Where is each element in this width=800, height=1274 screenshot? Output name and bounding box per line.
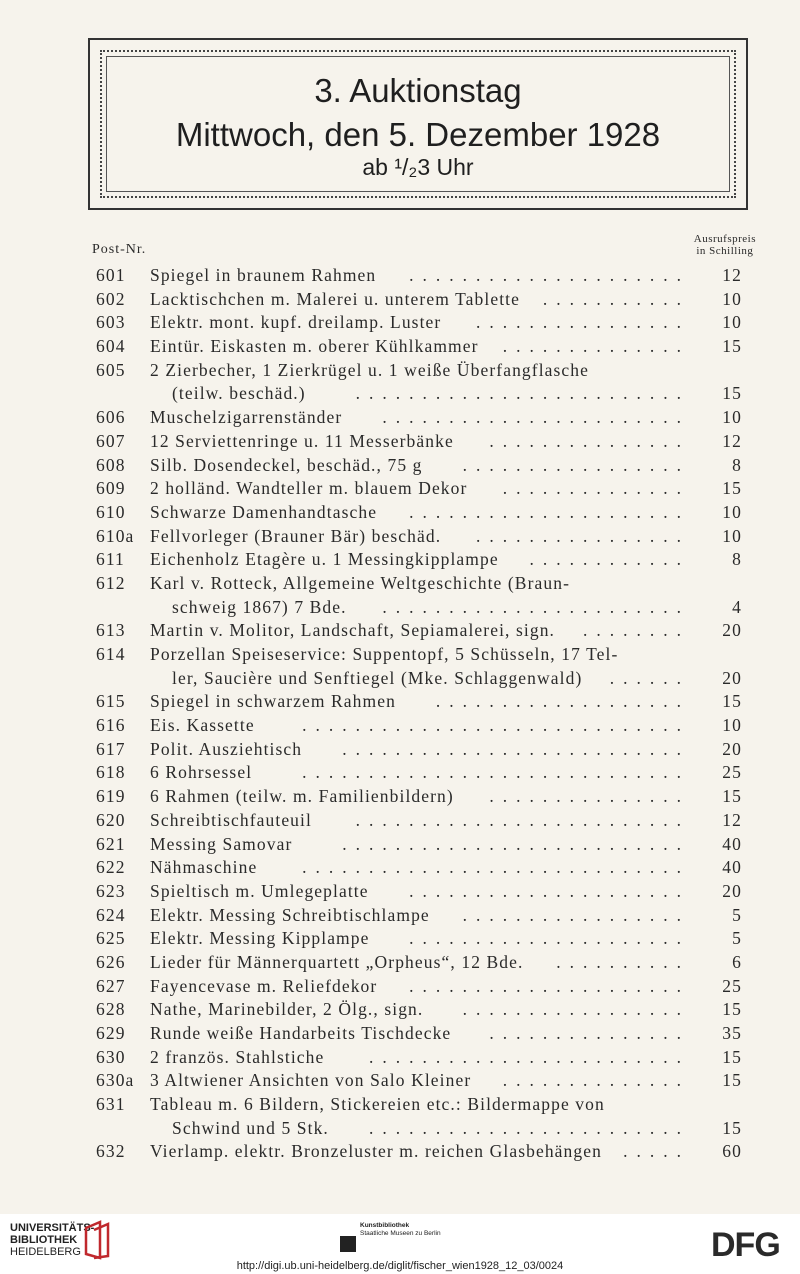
lot-price: 20 — [722, 620, 742, 641]
lot-row — [0, 405, 800, 429]
lot-price: 10 — [722, 715, 742, 736]
dot-leader: ........ — [583, 620, 690, 641]
footer — [0, 1214, 800, 1274]
lot-row — [0, 524, 800, 548]
lot-price: 12 — [722, 430, 742, 451]
dfg-logo: DFG — [711, 1226, 780, 1264]
lot-row — [0, 1139, 800, 1163]
lot-row — [0, 453, 800, 477]
dot-leader: ........................ — [369, 1046, 690, 1067]
lot-number: 618 — [96, 762, 126, 783]
dot-leader: ............... — [489, 1023, 690, 1043]
lot-row — [0, 832, 800, 856]
lot-description: Schreibtischfauteuil — [150, 809, 312, 830]
lot-row — [0, 547, 800, 571]
lot-number: 615 — [96, 691, 126, 712]
lot-description: Martin v. Molitor, Landschaft, Sepiamalerei, sign. — [150, 620, 556, 641]
lot-price: 15 — [722, 1046, 742, 1067]
lot-description: Messing Samovar — [150, 833, 293, 854]
lot-row — [0, 1116, 800, 1140]
lot-description: Fellvorleger (Brauner Bär) beschäd. — [150, 525, 442, 546]
lot-number: 625 — [96, 928, 126, 949]
lot-number: 603 — [96, 312, 126, 333]
lot-row — [0, 855, 800, 879]
lot-row — [0, 476, 800, 500]
lot-number: 623 — [96, 880, 126, 901]
lot-description: Spieltisch m. Umlegeplatte — [150, 880, 369, 901]
lot-row — [0, 950, 800, 974]
lot-number: 608 — [96, 454, 126, 475]
lot-description: Eintür. Eiskasten m. oberer Kühlkammer — [150, 336, 479, 357]
dot-leader: ............................. — [302, 715, 690, 736]
lot-number: 622 — [96, 857, 126, 878]
lot-number: 611 — [96, 549, 125, 570]
lot-row — [0, 879, 800, 903]
kunstbibliothek-label: Kunstbibliothek Staatliche Museen zu Berlin — [360, 1222, 441, 1237]
lot-price: 8 — [732, 454, 742, 475]
lot-description: 2 Zierbecher, 1 Zierkrügel u. 1 weiße Überfangflasche — [150, 359, 590, 380]
lot-number: 612 — [96, 572, 126, 593]
lot-row — [0, 666, 800, 690]
lot-price: 15 — [722, 383, 742, 404]
lot-row — [0, 997, 800, 1021]
dot-leader: ................... — [435, 691, 690, 712]
lot-description: 6 Rohrsessel — [150, 762, 253, 783]
dot-leader: ............... — [489, 786, 690, 807]
dot-leader: ......................... — [355, 383, 690, 404]
dot-leader: .............. — [502, 336, 690, 357]
column-header-post-nr: Post-Nr. — [92, 242, 147, 257]
dot-leader: ..................... — [409, 880, 690, 901]
dot-leader: .............. — [502, 478, 690, 499]
lot-description: Eis. Kassette — [150, 715, 255, 736]
lot-description: 2 holländ. Wandteller m. blauem Dekor — [150, 478, 468, 499]
lot-price: 10 — [722, 312, 742, 333]
lot-number: 619 — [96, 786, 126, 807]
ub-logo-icon — [82, 1220, 112, 1260]
lot-row — [0, 784, 800, 808]
lot-number: 606 — [96, 407, 126, 428]
dot-leader: .......................... — [342, 833, 690, 854]
lot-description: Eichenholz Etagère u. 1 Messingkipplampe — [150, 549, 499, 570]
lot-price: 20 — [722, 880, 742, 901]
lot-description: 6 Rahmen (teilw. m. Familienbildern) — [150, 786, 454, 807]
lot-price: 8 — [732, 549, 742, 570]
lot-description: ler, Saucière und Senftiegel (Mke. Schlaggenwald) — [172, 667, 583, 688]
lot-price: 25 — [722, 762, 742, 783]
lot-description: Lacktischchen m. Malerei u. unterem Tablette — [150, 288, 520, 309]
lot-row — [0, 1045, 800, 1069]
lot-description: Nähmaschine — [150, 857, 258, 878]
lot-price: 12 — [722, 265, 742, 285]
lot-number: 630 — [96, 1046, 126, 1067]
lot-number: 624 — [96, 904, 126, 925]
lot-price: 25 — [722, 975, 742, 996]
lot-description: Spiegel in braunem Rahmen — [150, 265, 377, 285]
lot-price: 15 — [722, 1070, 742, 1091]
lot-price: 15 — [722, 478, 742, 499]
dot-leader: ..................... — [409, 501, 690, 522]
title-frame — [88, 38, 748, 210]
dot-leader: ............... — [489, 430, 690, 451]
lot-row — [0, 760, 800, 784]
lot-row — [0, 1068, 800, 1092]
dot-leader: ....................... — [382, 596, 690, 617]
auction-day-title: 3. Auktionstag — [314, 72, 522, 109]
dot-leader: ........................ — [369, 1117, 690, 1138]
lot-description: 3 Altwiener Ansichten von Salo Kleiner — [150, 1070, 472, 1091]
lot-description: Lieder für Männerquartett „Orpheus“, 12 Bde. — [150, 951, 524, 972]
dot-leader: ................ — [476, 525, 690, 546]
lot-number: 621 — [96, 833, 126, 854]
dot-leader: ..................... — [409, 975, 690, 996]
lot-price: 15 — [722, 1117, 742, 1138]
dot-leader: ........... — [542, 288, 690, 309]
lot-price: 10 — [722, 501, 742, 522]
lot-number: 630a — [96, 1070, 135, 1091]
lot-description: 2 französ. Stahlstiche — [150, 1046, 325, 1067]
lot-price: 15 — [722, 999, 742, 1020]
dot-leader: ...... — [609, 667, 690, 688]
dot-leader: .......... — [556, 951, 690, 972]
lot-row — [0, 263, 800, 287]
dot-leader: ............ — [529, 549, 690, 570]
dot-leader: .......................... — [342, 738, 690, 759]
lot-price: 10 — [722, 407, 742, 428]
lot-number: 616 — [96, 715, 126, 736]
lot-price: 40 — [722, 833, 742, 854]
lot-number: 617 — [96, 738, 126, 759]
lot-number: 601 — [96, 265, 126, 285]
lot-number: 614 — [96, 644, 126, 664]
lot-price: 4 — [732, 596, 742, 617]
lot-row — [0, 974, 800, 998]
lot-price: 20 — [722, 667, 742, 688]
lot-row — [0, 358, 800, 382]
lot-row — [0, 381, 800, 405]
lot-description: Vierlamp. elektr. Bronzeluster m. reichen Glasbehängen — [150, 1141, 602, 1162]
lot-row — [0, 310, 800, 334]
lot-description: Runde weiße Handarbeits Tischdecke — [150, 1023, 452, 1043]
lot-description: Elektr. Messing Schreibtischlampe — [150, 904, 430, 925]
lot-number: 631 — [96, 1094, 126, 1115]
lot-row — [0, 334, 800, 358]
lot-row — [0, 1092, 800, 1116]
dot-leader: ................. — [462, 904, 690, 925]
lot-number: 626 — [96, 951, 126, 972]
lot-price: 5 — [732, 904, 742, 925]
lot-price: 20 — [722, 738, 742, 759]
lot-price: 40 — [722, 857, 742, 878]
lot-price: 5 — [732, 928, 742, 949]
source-url[interactable]: http://digi.ub.uni-heidelberg.de/diglit/fischer_wien1928_12_03/0024 — [236, 1260, 564, 1272]
lot-row — [0, 595, 800, 619]
lot-number: 602 — [96, 288, 126, 309]
lot-description: Porzellan Speiseservice: Suppentopf, 5 Schüsseln, 17 Tel- — [150, 644, 619, 664]
lot-number: 629 — [96, 1023, 126, 1043]
lot-price: 10 — [722, 525, 742, 546]
lot-price: 12 — [722, 809, 742, 830]
dot-leader: ................. — [462, 999, 690, 1020]
dot-leader: ......................... — [355, 809, 690, 830]
ub-heidelberg-label: UNIVERSITÄTS- BIBLIOTHEK HEIDELBERG — [10, 1222, 95, 1258]
lot-price: 6 — [732, 951, 742, 972]
lot-price: 15 — [722, 786, 742, 807]
lot-number: 605 — [96, 359, 126, 380]
lot-number: 610a — [96, 525, 135, 546]
lot-list — [0, 263, 800, 1163]
lot-description: Silb. Dosendeckel, beschäd., 75 g — [150, 454, 423, 475]
lot-row — [0, 571, 800, 595]
lot-description: 12 Serviettenringe u. 11 Messerbänke — [150, 430, 454, 451]
lot-description: Elektr. mont. kupf. dreilamp. Luster — [150, 312, 442, 333]
lot-row — [0, 429, 800, 453]
lot-number: 628 — [96, 999, 126, 1020]
lot-number: 610 — [96, 501, 126, 522]
lot-row — [0, 926, 800, 950]
lot-description: Muschelzigarrenständer — [150, 407, 343, 428]
kunstbibliothek-logo-icon — [340, 1236, 356, 1252]
dot-leader: ..... — [623, 1141, 690, 1162]
lot-number: 609 — [96, 478, 126, 499]
lot-description: (teilw. beschäd.) — [172, 383, 306, 404]
lot-row — [0, 737, 800, 761]
lot-price: 35 — [722, 1023, 742, 1043]
dot-leader: ............................. — [302, 762, 690, 783]
lot-number: 627 — [96, 975, 126, 996]
dot-leader: ............................. — [302, 857, 690, 878]
auction-time: ab ¹/₂3 Uhr — [362, 154, 474, 180]
lot-row — [0, 713, 800, 737]
dot-leader: ..................... — [409, 265, 690, 285]
lot-row — [0, 500, 800, 524]
lot-number: 613 — [96, 620, 126, 641]
lot-description: Schwarze Damenhandtasche — [150, 501, 378, 522]
lot-row — [0, 618, 800, 642]
lot-row — [0, 903, 800, 927]
dot-leader: ....................... — [382, 407, 690, 428]
dot-leader: ................. — [462, 454, 690, 475]
lot-number: 604 — [96, 336, 126, 357]
lot-row — [0, 1021, 800, 1045]
lot-description: Tableau m. 6 Bildern, Stickereien etc.: Bildermappe von — [150, 1094, 605, 1115]
dot-leader: ................ — [476, 312, 690, 333]
dot-leader: .............. — [502, 1070, 690, 1091]
lot-description: Nathe, Marinebilder, 2 Ölg., sign. — [150, 999, 424, 1020]
lot-description: Schwind und 5 Stk. — [172, 1117, 329, 1138]
lot-price: 10 — [722, 288, 742, 309]
lot-number: 620 — [96, 809, 126, 830]
lot-row — [0, 689, 800, 713]
lot-description: Fayencevase m. Reliefdekor — [150, 975, 378, 996]
column-header-price: Ausrufspreis in Schilling — [693, 233, 756, 257]
lot-description: Polit. Ausziehtisch — [150, 738, 303, 759]
lot-price: 15 — [722, 336, 742, 357]
auction-date: Mittwoch, den 5. Dezember 1928 — [175, 116, 661, 153]
lot-description: Karl v. Rotteck, Allgemeine Weltgeschichte (Braun- — [150, 572, 571, 593]
lot-description: Spiegel in schwarzem Rahmen — [150, 691, 396, 712]
lot-row — [0, 642, 800, 666]
lot-number: 607 — [96, 430, 126, 451]
lot-row — [0, 808, 800, 832]
dot-leader: ..................... — [409, 928, 690, 949]
lot-description: Elektr. Messing Kipplampe — [150, 928, 370, 949]
lot-description: schweig 1867) 7 Bde. — [172, 596, 347, 617]
lot-row — [0, 287, 800, 311]
lot-price: 60 — [722, 1141, 742, 1162]
lot-number: 632 — [96, 1141, 126, 1162]
lot-price: 15 — [722, 691, 742, 712]
